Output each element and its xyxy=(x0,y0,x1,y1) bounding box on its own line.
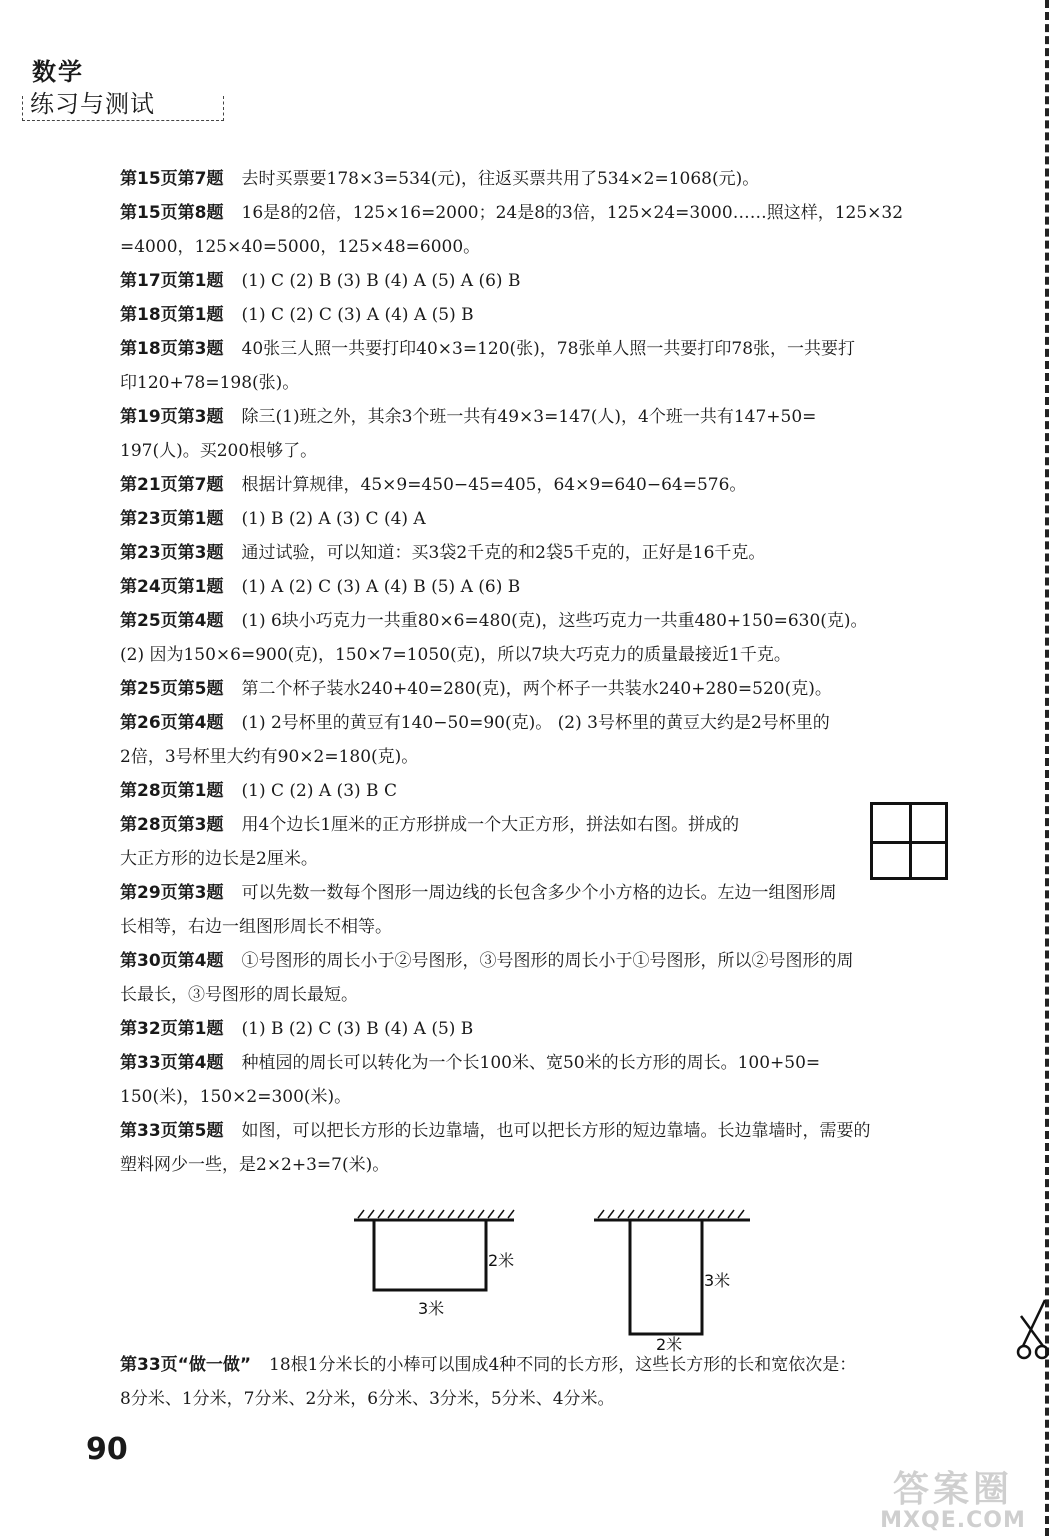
answer-content xyxy=(120,162,970,1182)
answer-text: 18根1分米长的小棒可以围成4种不同的长方形，这些长方形的长和宽依次是： xyxy=(269,1355,857,1375)
question-id: 第18页第3题 xyxy=(120,339,224,359)
question-id: 第33页第5题 xyxy=(120,1121,224,1141)
answer-line xyxy=(120,332,970,366)
answer-line xyxy=(120,162,970,196)
answer-text: (1) 6块小巧克力一共重80×6=480(克)，这些巧克力一共重480+150=630(克)。 xyxy=(241,611,868,631)
rectangle xyxy=(374,1220,486,1290)
answer-line xyxy=(120,264,970,298)
book-header xyxy=(22,52,227,128)
answer-text: (1) C (2) B (3) B (4) A (5) A (6) B xyxy=(241,271,521,291)
question-id: 第33页“做一做” xyxy=(120,1355,252,1375)
answer-line xyxy=(120,400,970,434)
answer-text: 用4个边长1厘米的正方形拼成一个大正方形，拼法如右图。拼成的 xyxy=(241,815,740,835)
answer-line xyxy=(120,230,970,264)
question-id: 第28页第1题 xyxy=(120,781,224,801)
question-id: 第28页第3题 xyxy=(120,815,224,835)
scissors-icon xyxy=(1015,1296,1049,1366)
answer-text: 40张三人照一共要打印40×3=120(张)，78张单人照一共要打印78张，一共要打 xyxy=(241,339,856,359)
answer-line xyxy=(120,196,970,230)
answer-text: 根据计算规律，45×9=450−45=405，64×9=640−64=576。 xyxy=(241,475,747,495)
wall-rect-figure-long-side xyxy=(350,1208,540,1328)
answer-line xyxy=(120,536,970,570)
side-length-label: 3米 xyxy=(704,1271,731,1290)
question-id: 第33页第4题 xyxy=(120,1053,224,1073)
rectangle xyxy=(630,1220,702,1334)
watermark-top-text: 答案圈 xyxy=(892,1469,1013,1510)
square-grid-figure xyxy=(870,802,948,880)
answer-line xyxy=(120,570,970,604)
page-number: 90 xyxy=(86,1432,128,1467)
question-id: 第25页第4题 xyxy=(120,611,224,631)
question-id: 第15页第8题 xyxy=(120,203,224,223)
question-id: 第30页第4题 xyxy=(120,951,224,971)
answer-text: (1) C (2) C (3) A (4) A (5) B xyxy=(241,305,474,325)
answer-line xyxy=(120,1348,970,1382)
answer-text: 2倍，3号杯里大约有90×2=180(克)。 xyxy=(120,747,419,767)
answer-line xyxy=(120,978,970,1012)
question-id: 第19页第3题 xyxy=(120,407,224,427)
question-id: 第17页第1题 xyxy=(120,271,224,291)
header-frame xyxy=(22,96,224,121)
question-id: 第29页第3题 xyxy=(120,883,224,903)
answer-line xyxy=(120,604,970,638)
answer-text: (1) B (2) C (3) B (4) A (5) B xyxy=(241,1019,474,1039)
question-id: 第32页第1题 xyxy=(120,1019,224,1039)
watermark-logo xyxy=(873,1469,1033,1533)
answer-text: (1) B (2) A (3) C (4) A xyxy=(241,509,426,529)
answer-line xyxy=(120,298,970,332)
answer-text: 长相等，右边一组图形周长不相等。 xyxy=(120,917,392,937)
subject-title: 数学 xyxy=(32,58,84,86)
wall-rect-figure-short-side xyxy=(590,1208,760,1358)
answer-text: 150(米)，150×2=300(米)。 xyxy=(120,1087,352,1107)
answer-text: 长最长，③号图形的周长最短。 xyxy=(120,985,358,1005)
question-id: 第21页第7题 xyxy=(120,475,224,495)
answer-line xyxy=(120,706,970,740)
answer-text: 去时买票要178×3=534(元)，往返买票共用了534×2=1068(元)。 xyxy=(241,169,760,189)
answer-line xyxy=(120,1080,970,1114)
answer-line xyxy=(120,672,970,706)
answer-text: 除三(1)班之外，其余3个班一共有49×3=147(人)，4个班一共有147+50= xyxy=(241,407,817,427)
answer-text: 大正方形的边长是2厘米。 xyxy=(120,849,318,869)
answer-text: 第二个杯子装水240+40=280(克)，两个杯子一共装水240+280=520(克)。 xyxy=(241,679,832,699)
answer-line xyxy=(120,638,970,672)
answer-text: =4000，125×40=5000，125×48=6000。 xyxy=(120,237,481,257)
answer-line xyxy=(120,1012,970,1046)
answer-line xyxy=(120,1046,970,1080)
watermark-bottom-text: MXQE.COM xyxy=(880,1508,1026,1533)
answer-line xyxy=(120,1114,970,1148)
answer-line xyxy=(120,468,970,502)
question-id: 第23页第3题 xyxy=(120,543,224,563)
answer-text: 197(人)。买200根够了。 xyxy=(120,441,318,461)
answer-text: (1) 2号杯里的黄豆有140−50=90(克)。 (2) 3号杯里的黄豆大约是2号杯里的 xyxy=(241,713,830,733)
answer-line xyxy=(120,876,970,910)
answer-line xyxy=(120,502,970,536)
answer-text: 如图，可以把长方形的长边靠墙，也可以把长方形的短边靠墙。长边靠墙时，需要的 xyxy=(241,1121,871,1141)
question-id: 第15页第7题 xyxy=(120,169,224,189)
answer-text: 种植园的周长可以转化为一个长100米、宽50米的长方形的周长。100+50= xyxy=(241,1053,821,1073)
answer-text: (1) C (2) A (3) B C xyxy=(241,781,397,801)
answer-text: (1) A (2) C (3) A (4) B (5) A (6) B xyxy=(241,577,521,597)
question-id: 第26页第4题 xyxy=(120,713,224,733)
answer-content-final xyxy=(120,1348,970,1416)
answer-line xyxy=(120,842,970,876)
answer-text: 印120+78=198(张)。 xyxy=(120,373,300,393)
answer-line xyxy=(120,944,970,978)
answer-line xyxy=(120,1148,970,1182)
answer-line xyxy=(120,434,970,468)
answer-text: (2) 因为150×6=900(克)，150×7=1050(克)，所以7块大巧克力的质量最接近1千克。 xyxy=(120,645,791,665)
bottom-length-label: 2米 xyxy=(656,1335,683,1354)
question-id: 第23页第1题 xyxy=(120,509,224,529)
bottom-length-label: 3米 xyxy=(418,1299,445,1318)
question-id: 第24页第1题 xyxy=(120,577,224,597)
answer-text: 通过试验，可以知道：买3袋2千克的和2袋5千克的，正好是16千克。 xyxy=(241,543,766,563)
answer-text: ①号图形的周长小于②号图形，③号图形的周长小于①号图形，所以②号图形的周 xyxy=(241,951,854,971)
question-id: 第18页第1题 xyxy=(120,305,224,325)
answer-text: 8分米、1分米，7分米、2分米，6分米、3分米，5分米、4分米。 xyxy=(120,1389,615,1409)
answer-text: 16是8的2倍，125×16=2000；24是8的3倍，125×24=3000……照这样，125×32 xyxy=(241,203,904,223)
answer-line xyxy=(120,808,970,842)
grid-horizontal-line xyxy=(873,841,945,844)
answer-line xyxy=(120,910,970,944)
answer-text: 可以先数一数每个图形一周边线的长包含多少个小方格的边长。左边一组图形周 xyxy=(241,883,837,903)
series-title: 练习与测试 xyxy=(30,90,155,118)
answer-line xyxy=(120,740,970,774)
answer-text: 塑料网少一些，是2×2+3=7(米)。 xyxy=(120,1155,390,1175)
question-id: 第25页第5题 xyxy=(120,679,224,699)
answer-line xyxy=(120,366,970,400)
answer-line xyxy=(120,1382,970,1416)
answer-line xyxy=(120,774,970,808)
side-length-label: 2米 xyxy=(488,1251,515,1270)
